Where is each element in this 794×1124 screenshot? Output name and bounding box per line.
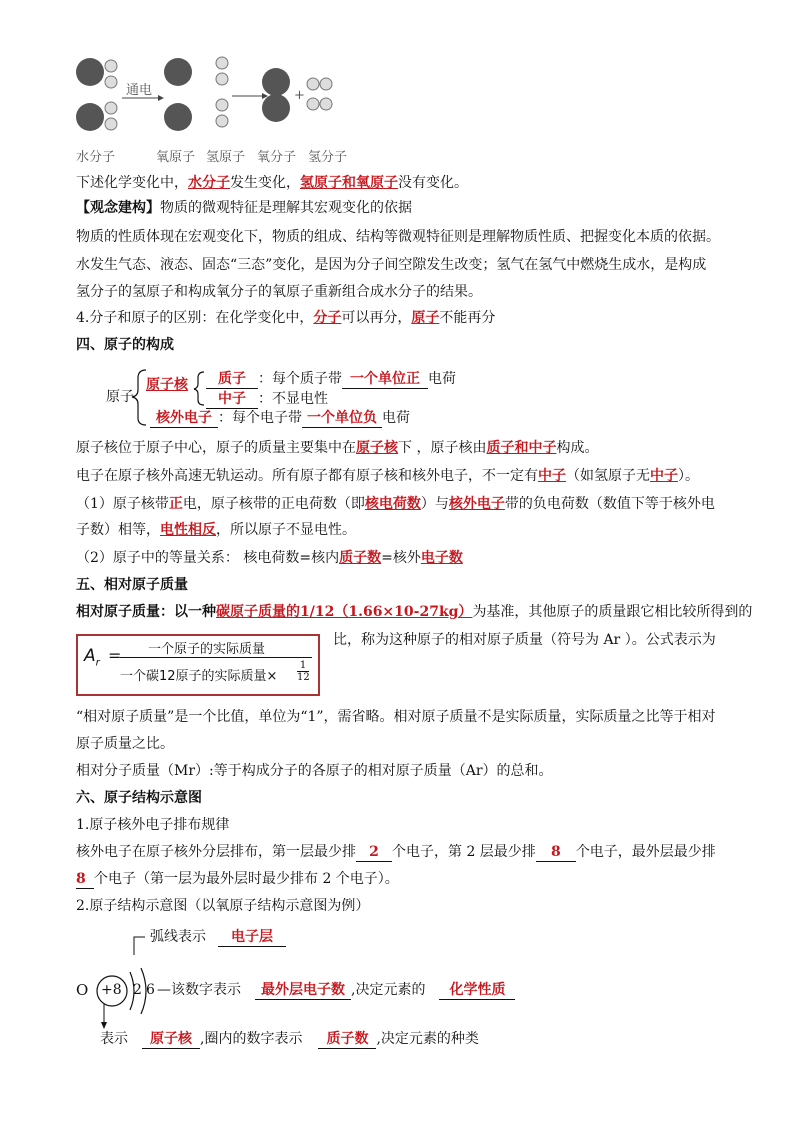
- neutron-line: 中子 ：不显电性: [206, 390, 328, 409]
- nucleus-label: 原子核: [146, 377, 188, 393]
- atom-label: 原子: [106, 389, 134, 405]
- arc-label-line: 弧线表示 电子层: [150, 928, 286, 947]
- nucleus-label-line: 表示 原子核 ,圈内的数字表示 质子数 ,决定元素的种类: [100, 1031, 479, 1047]
- relmass-line: 相对原子质量：以一种碳原子质量的1/12（1.66×10-27kg）为基准，其他原子的质量跟它相比较所得到的: [76, 604, 753, 620]
- plus-sign: +: [294, 88, 305, 103]
- para-2b: 氢分子的氢原子和构成氧分子的氧原子重新组合成水分子的结果。: [76, 284, 482, 300]
- number-label-line: —该数字表示 最外层电子数 ,决定元素的 化学性质: [157, 981, 515, 1000]
- para-1: 物质的性质体现在宏观变化下，物质的组成、结构等微观特征则是理解物质性质、把握变化本质的依据。: [76, 229, 720, 245]
- label-hydrogen-molecule: 氢分子: [308, 150, 348, 165]
- rule-line-2: 8 个电子（第一层为最外层时最少排布 2 个电子）。: [76, 871, 399, 887]
- struct-title: 2.原子结构示意图（以氧原子结构示意图为例）: [76, 898, 370, 914]
- arrow-label: 通电: [126, 83, 153, 98]
- formula-numerator: 一个原子的实际质量: [148, 642, 266, 657]
- rule-title: 1.原子核外电子排布规律: [76, 817, 230, 833]
- label-hydrogen-atom: 氢原子: [206, 150, 246, 165]
- item-1b: 子数）相等，电性相反，所以原子不显电性。: [76, 522, 356, 538]
- molmass-line: 相对分子质量（Mr）:等于构成分子的各原子的相对原子质量（Ar）的总和。: [76, 763, 553, 779]
- rule-line: 核外电子在原子核外分层排布，第一层最少排 2 个电子，第 2 层最少排 8 个电子，最外层最少排: [76, 844, 716, 860]
- item-1: （1）原子核带正电，原子核带的正电荷数（即核电荷数）与核外电子带的负电荷数（数值下等于核外电: [76, 496, 715, 512]
- electron-text-line: 电子在原子核外高速无轨运动。所有原子都有原子核和核外电子，不一定有中子（如氢原子无中子）。: [76, 468, 699, 484]
- line-chemical-change: 下述化学变化中，水分子发生变化，氢原子和氧原子没有变化。: [76, 175, 468, 191]
- label-oxygen-molecule: 氧分子: [257, 150, 297, 165]
- formula-equals: =: [108, 646, 122, 665]
- nucleus-line: 原子核位于原子中心，原子的质量主要集中在原子核下 ，原子核由质子和中子构成。: [76, 440, 599, 456]
- label-oxygen-atom: 氧原子: [156, 150, 196, 165]
- section-6-heading: 六、原子结构示意图: [76, 790, 202, 806]
- item-2: （2）原子中的等量关系： 核电荷数=核内质子数=核外电子数: [76, 550, 463, 566]
- ratio-line-2: 原子质量之比。: [76, 736, 174, 752]
- proton-line: 质子 ：每个质子带 一个单位正 电荷: [206, 370, 456, 389]
- section-5-heading: 五、相对原子质量: [76, 577, 188, 593]
- element-symbol: O: [76, 981, 89, 999]
- shell-2-count: 6: [146, 982, 155, 998]
- nucleus-charge: +8: [101, 982, 122, 998]
- point-4: 4.分子和原子的区别：在化学变化中，分子可以再分，原子不能再分: [76, 310, 496, 326]
- section-4-heading: 四、原子的构成: [76, 337, 174, 353]
- relmass-line-2: 比，称为这种原子的相对原子质量（符号为 Ar ）。公式表示为: [333, 632, 716, 648]
- formula-denominator: 一个碳12原子的实际质量×: [120, 669, 278, 684]
- label-water: 水分子: [76, 150, 116, 165]
- concept-line: 【观念建构】物质的微观特征是理解其宏观变化的依据: [76, 200, 412, 216]
- electron-line: 核外电子 ：每个电子带 一个单位负 电荷: [150, 409, 410, 428]
- para-2a: 水发生气态、液态、固态“三态”变化，是因为分子间空隙发生改变；氢气在氢气中燃烧生成水，是构成: [76, 257, 707, 273]
- shell-1-count: 2: [133, 982, 142, 998]
- formula-fraction: 1 12: [297, 660, 310, 683]
- formula-ar: $A_r$: [84, 646, 100, 669]
- ratio-line-1: “相对原子质量”是一个比值，单位为“1”，需省略。相对原子质量不是实际质量，实际质量之比等于相对: [76, 709, 716, 725]
